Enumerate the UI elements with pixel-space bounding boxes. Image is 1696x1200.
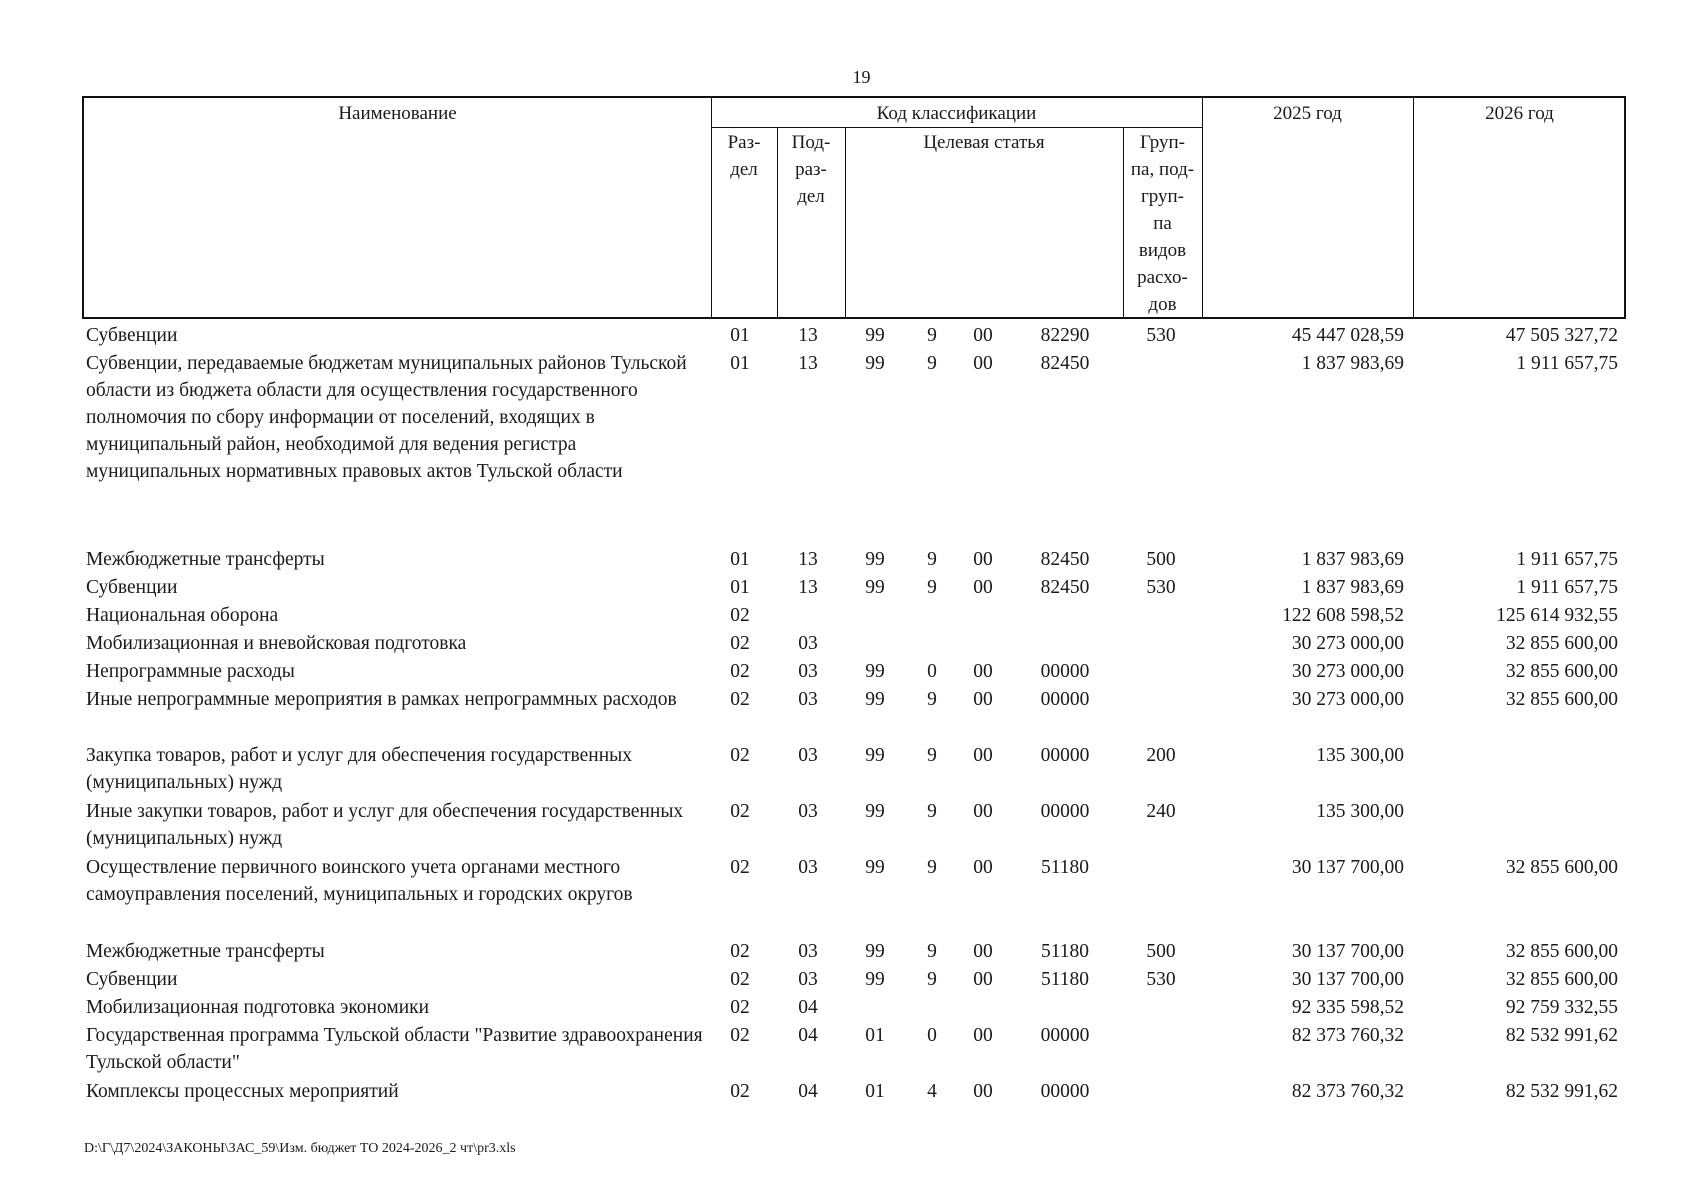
row-vr: 530 bbox=[1146, 325, 1176, 346]
row-cs2: 9 bbox=[927, 325, 937, 346]
row-cs2: 9 bbox=[927, 941, 937, 962]
row-y2025: 30 137 700,00 bbox=[1291, 969, 1404, 990]
row-y2025: 30 273 000,00 bbox=[1291, 633, 1404, 654]
row-name: Комплексы процессных мероприятий bbox=[86, 1081, 399, 1102]
row-cs3: 00 bbox=[973, 941, 993, 962]
row-pr: 03 bbox=[798, 689, 818, 710]
footer-file-path: D:\Г\Д7\2024\ЗАКОНЫ\ЗАС_59\Изм. бюджет ТО 2024-2026_2 чт\pr3.xls bbox=[84, 1141, 516, 1156]
row-y2025: 1 837 983,69 bbox=[1301, 577, 1404, 598]
row-y2026: 82 532 991,62 bbox=[1505, 1081, 1618, 1102]
header-expense-group: Груп- па, под- груп- па видов расхо- дов bbox=[1130, 132, 1195, 315]
header-name: Наименование bbox=[338, 103, 457, 124]
row-name: Субвенции, передаваемые бюджетам муниципальных районов Тульской области из бюджета области для осуществления государственного полномочия по сбору информации от поселений, входящих в муниципальный район, необходимой для ведения регистра муниципальных нормативных правовых актов Тульской области bbox=[86, 353, 687, 482]
row-pr: 13 bbox=[798, 577, 818, 598]
row-cs2: 9 bbox=[927, 969, 937, 990]
row-name: Непрограммные расходы bbox=[86, 661, 295, 682]
row-cs1: 99 bbox=[865, 689, 885, 710]
row-cs3: 00 bbox=[973, 661, 993, 682]
row-cs2: 0 bbox=[927, 661, 937, 682]
row-cs4: 00000 bbox=[1040, 1025, 1090, 1046]
row-cs1: 99 bbox=[865, 353, 885, 374]
row-y2025: 82 373 760,32 bbox=[1291, 1025, 1404, 1046]
row-y2026: 92 759 332,55 bbox=[1505, 997, 1618, 1018]
row-cs3: 00 bbox=[973, 353, 993, 374]
row-name: Иные закупки товаров, работ и услуг для обеспечения государственных (муниципальных) нужд bbox=[86, 801, 684, 849]
row-rz: 02 bbox=[730, 661, 750, 682]
row-cs1: 99 bbox=[865, 661, 885, 682]
row-vr: 200 bbox=[1146, 745, 1176, 766]
row-cs1: 99 bbox=[865, 325, 885, 346]
row-rz: 02 bbox=[730, 801, 750, 822]
row-rz: 01 bbox=[730, 353, 750, 374]
row-cs4: 82290 bbox=[1040, 325, 1090, 346]
row-cs4: 00000 bbox=[1040, 689, 1090, 710]
row-cs1: 01 bbox=[865, 1025, 885, 1046]
row-y2025: 92 335 598,52 bbox=[1291, 997, 1404, 1018]
row-y2026: 82 532 991,62 bbox=[1505, 1025, 1618, 1046]
row-rz: 02 bbox=[730, 941, 750, 962]
row-vr: 240 bbox=[1146, 801, 1176, 822]
row-cs1: 99 bbox=[865, 801, 885, 822]
row-cs3: 00 bbox=[973, 801, 993, 822]
row-cs2: 9 bbox=[927, 857, 937, 878]
row-cs4: 82450 bbox=[1040, 549, 1090, 570]
row-pr: 13 bbox=[798, 549, 818, 570]
row-vr: 530 bbox=[1146, 969, 1176, 990]
row-rz: 02 bbox=[730, 1081, 750, 1102]
row-name: Мобилизационная подготовка экономики bbox=[86, 997, 430, 1018]
row-y2025: 82 373 760,32 bbox=[1291, 1081, 1404, 1102]
row-name: Межбюджетные трансферты bbox=[86, 549, 325, 570]
row-y2025: 122 608 598,52 bbox=[1282, 605, 1404, 626]
row-cs2: 9 bbox=[927, 353, 937, 374]
header-podrazdel: Под- раз- дел bbox=[791, 132, 831, 207]
row-cs4: 82450 bbox=[1040, 353, 1090, 374]
row-y2026: 32 855 600,00 bbox=[1505, 941, 1618, 962]
header-year-2026: 2026 год bbox=[1485, 103, 1554, 124]
row-pr: 04 bbox=[798, 1081, 818, 1102]
row-y2026: 125 614 932,55 bbox=[1496, 605, 1618, 626]
row-name: Национальная оборона bbox=[86, 605, 279, 626]
row-cs4: 51180 bbox=[1040, 969, 1090, 990]
row-pr: 13 bbox=[798, 353, 818, 374]
row-cs4: 00000 bbox=[1040, 1081, 1090, 1102]
row-name: Мобилизационная и вневойсковая подготовка bbox=[86, 633, 467, 654]
row-name: Иные непрограммные мероприятия в рамках непрограммных расходов bbox=[86, 689, 677, 710]
row-cs3: 00 bbox=[973, 745, 993, 766]
row-cs2: 9 bbox=[927, 745, 937, 766]
row-rz: 01 bbox=[730, 325, 750, 346]
row-y2026: 32 855 600,00 bbox=[1505, 689, 1618, 710]
row-pr: 03 bbox=[798, 857, 818, 878]
row-y2025: 135 300,00 bbox=[1316, 801, 1404, 822]
row-cs2: 9 bbox=[927, 577, 937, 598]
row-y2025: 30 273 000,00 bbox=[1291, 689, 1404, 710]
row-pr: 03 bbox=[798, 633, 818, 654]
row-pr: 03 bbox=[798, 969, 818, 990]
row-name: Субвенции bbox=[86, 325, 178, 346]
row-y2026: 1 911 657,75 bbox=[1516, 549, 1618, 570]
row-cs3: 00 bbox=[973, 549, 993, 570]
row-rz: 02 bbox=[730, 689, 750, 710]
row-name: Закупка товаров, работ и услуг для обеспечения государственных (муниципальных) нужд bbox=[86, 745, 633, 793]
row-pr: 03 bbox=[798, 801, 818, 822]
row-y2026: 32 855 600,00 bbox=[1505, 661, 1618, 682]
row-cs1: 99 bbox=[865, 969, 885, 990]
row-rz: 01 bbox=[730, 549, 750, 570]
row-pr: 03 bbox=[798, 941, 818, 962]
row-y2025: 30 137 700,00 bbox=[1291, 857, 1404, 878]
row-y2025: 1 837 983,69 bbox=[1301, 549, 1404, 570]
row-cs1: 01 bbox=[865, 1081, 885, 1102]
row-cs4: 51180 bbox=[1040, 857, 1090, 878]
row-cs4: 00000 bbox=[1040, 661, 1090, 682]
row-y2026: 47 505 327,72 bbox=[1505, 325, 1618, 346]
row-cs3: 00 bbox=[973, 1081, 993, 1102]
row-cs2: 0 bbox=[927, 1025, 937, 1046]
row-rz: 02 bbox=[730, 633, 750, 654]
row-y2025: 30 273 000,00 bbox=[1291, 661, 1404, 682]
row-rz: 02 bbox=[730, 1025, 750, 1046]
row-vr: 500 bbox=[1146, 941, 1176, 962]
row-cs3: 00 bbox=[973, 969, 993, 990]
row-y2025: 1 837 983,69 bbox=[1301, 353, 1404, 374]
row-cs4: 00000 bbox=[1040, 801, 1090, 822]
header-year-2025: 2025 год bbox=[1273, 103, 1342, 124]
row-pr: 03 bbox=[798, 661, 818, 682]
row-cs1: 99 bbox=[865, 941, 885, 962]
row-name: Межбюджетные трансферты bbox=[86, 941, 325, 962]
row-pr: 04 bbox=[798, 997, 818, 1018]
row-pr: 03 bbox=[798, 745, 818, 766]
row-rz: 02 bbox=[730, 969, 750, 990]
table-header bbox=[82, 96, 1626, 319]
row-y2026: 1 911 657,75 bbox=[1516, 353, 1618, 374]
row-cs3: 00 bbox=[973, 325, 993, 346]
row-cs2: 9 bbox=[927, 801, 937, 822]
row-cs3: 00 bbox=[973, 689, 993, 710]
row-pr: 04 bbox=[798, 1025, 818, 1046]
row-name: Осуществление первичного воинского учета органами местного самоуправления поселений, муниципальных и городских округов bbox=[86, 857, 633, 905]
row-y2026: 1 911 657,75 bbox=[1516, 577, 1618, 598]
row-cs3: 00 bbox=[973, 857, 993, 878]
row-cs2: 9 bbox=[927, 689, 937, 710]
row-y2025: 30 137 700,00 bbox=[1291, 941, 1404, 962]
row-cs4: 51180 bbox=[1040, 941, 1090, 962]
row-pr: 13 bbox=[798, 325, 818, 346]
row-vr: 500 bbox=[1146, 549, 1176, 570]
row-rz: 02 bbox=[730, 997, 750, 1018]
row-y2025: 45 447 028,59 bbox=[1291, 325, 1404, 346]
row-rz: 02 bbox=[730, 745, 750, 766]
row-vr: 530 bbox=[1146, 577, 1176, 598]
row-cs3: 00 bbox=[973, 577, 993, 598]
row-name: Государственная программа Тульской области "Развитие здравоохранения Тульской области" bbox=[86, 1025, 703, 1073]
header-classification: Код классификации bbox=[876, 103, 1037, 124]
row-y2025: 135 300,00 bbox=[1316, 745, 1404, 766]
header-target-article: Целевая статья bbox=[923, 132, 1045, 153]
row-name: Субвенции bbox=[86, 577, 178, 598]
row-cs1: 99 bbox=[865, 857, 885, 878]
row-name: Субвенции bbox=[86, 969, 178, 990]
row-rz: 02 bbox=[730, 857, 750, 878]
row-cs4: 00000 bbox=[1040, 745, 1090, 766]
row-cs2: 9 bbox=[927, 549, 937, 570]
row-cs4: 82450 bbox=[1040, 577, 1090, 598]
header-razdel: Раз- дел bbox=[727, 132, 761, 180]
row-y2026: 32 855 600,00 bbox=[1505, 969, 1618, 990]
row-cs2: 4 bbox=[927, 1081, 937, 1102]
row-y2026: 32 855 600,00 bbox=[1505, 857, 1618, 878]
row-cs1: 99 bbox=[865, 745, 885, 766]
page-number: 19 bbox=[852, 67, 871, 87]
row-rz: 01 bbox=[730, 577, 750, 598]
row-cs1: 99 bbox=[865, 549, 885, 570]
row-rz: 02 bbox=[730, 605, 750, 626]
row-cs3: 00 bbox=[973, 1025, 993, 1046]
row-cs1: 99 bbox=[865, 577, 885, 598]
row-y2026: 32 855 600,00 bbox=[1505, 633, 1618, 654]
